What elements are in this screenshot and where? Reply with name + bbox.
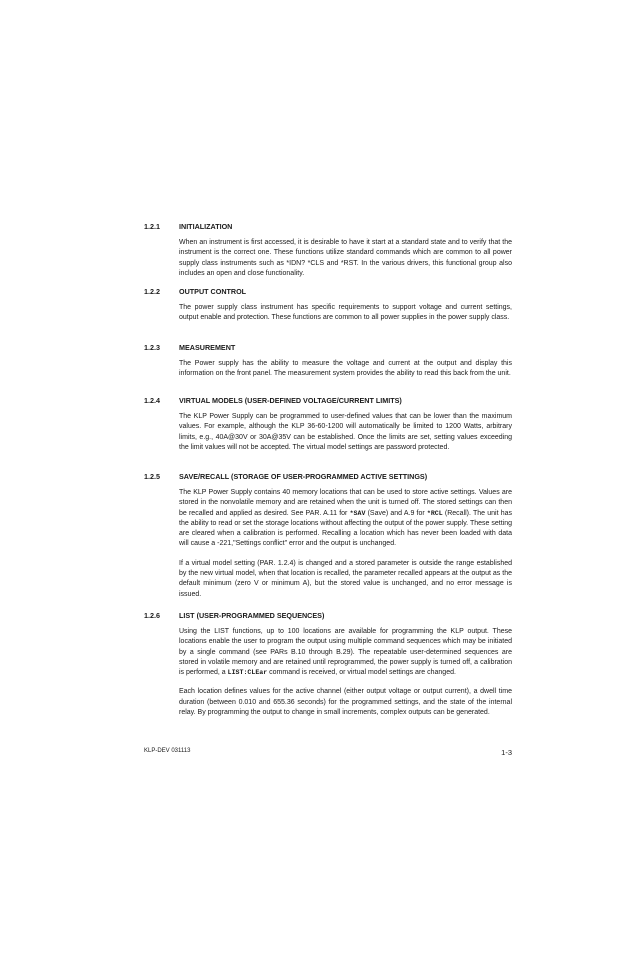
paragraph: The KLP Power Supply can be programmed to user-defined values that can be lower than the maximum values. For example, although the KLP 36-60-1200 will automatically be limited to 1200 Watts, arbitrary limits, e.g., 40A@30V or 30A@35V can be established. Once the limits are set, setting values exceeding the limit values will not be accepted. The virtual model settings are password protected. (179, 413, 512, 451)
paragraph: The Power supply has the ability to measure the voltage and current at the output and display this information on the front panel. The measurement system provides the ability to read this back from the unit. (179, 360, 512, 378)
section-number: 1.2.3 (144, 343, 160, 352)
text-run: The KLP Power Supply contains 40 memory locations that can be used to store active settings. Values are stored in the nonvolatile memory and are retained when the unit is turned off. The stored settings can then be recalled and applied as desired. See PAR. A.11 for (179, 489, 512, 517)
section-save-recall (144, 472, 512, 600)
section-heading (144, 287, 512, 297)
section-title: VIRTUAL MODELS (USER-DEFINED VOLTAGE/CURRENT LIMITS) (179, 396, 402, 405)
text-run: command is received, or virtual model settings are changed. (267, 669, 456, 677)
section-title: SAVE/RECALL (STORAGE OF USER-PROGRAMMED ACTIVE SETTINGS) (179, 472, 428, 481)
paragraph: When an instrument is first accessed, it is desirable to have it start at a standard state and to verify that the instrument is the correct one. These functions utilize standard commands which are common to all power supply class instruments such as *IDN? *CLS and *RST. In the various drivers, this functional group also includes an open and close functionality. (179, 239, 512, 277)
section-number: 1.2.5 (144, 472, 160, 481)
section-virtual-models (144, 396, 512, 453)
section-initialization (144, 222, 512, 279)
command-code: LIST:CLEar (227, 669, 268, 677)
paragraph (179, 627, 512, 678)
text-run: Using the LIST functions, up to 100 locations are available for programming the KLP output. These locations enable the user to program the output using multiple command sequences which may be initiated by a single command (see PARs B.10 through B.29). The repeatable user-determined sequences are stored in volatile memory and are retained until reprogrammed, the power supply is turned off, a calibration is performed, a (179, 628, 512, 677)
text-run: (Save) and A.9 for (365, 509, 427, 517)
section-number: 1.2.2 (144, 287, 160, 296)
section-heading (144, 472, 512, 482)
section-title: MEASUREMENT (179, 343, 236, 352)
section-number: 1.2.1 (144, 222, 160, 231)
paragraph: Each location defines values for the active channel (either output voltage or output current), a dwell time duration (between 0.010 and 655.36 seconds) for the programmed settings, and the state of the internal relay. By programming the output to change in small increments, complex outputs can be generated. (179, 688, 512, 717)
section-list (144, 611, 512, 718)
section-output-control (144, 287, 512, 324)
paragraph: The power supply class instrument has specific requirements to support voltage and current settings, output enable and protection. These functions are common to all power supplies in the power supply class. (179, 304, 512, 322)
section-title: OUTPUT CONTROL (179, 287, 247, 296)
document-id: KLP-DEV 031113 (144, 748, 191, 754)
command-code: *SAV (349, 509, 366, 517)
paragraph (179, 488, 512, 550)
section-heading (144, 396, 512, 406)
text-run: (Recall). The unit has the ability to read or set the storage locations without affecting the output of the power supply. These setting are cleared when a calibration is performed. Recalling a location which has never been loaded with data will cause a -221,"Settings conflict" error and the output is unchanged. (179, 509, 512, 548)
section-title: LIST (USER-PROGRAMMED SEQUENCES) (179, 611, 325, 620)
section-number: 1.2.4 (144, 396, 160, 405)
section-heading (144, 343, 512, 353)
section-heading (144, 222, 512, 232)
section-measurement (144, 343, 512, 380)
section-title: INITIALIZATION (179, 222, 233, 231)
section-number: 1.2.6 (144, 611, 160, 620)
paragraph: If a virtual model setting (PAR. 1.2.4) is changed and a stored parameter is outside the range established by the new virtual model, when that location is recalled, the parameter recalled appears at the output as the default minimum (zero V or minimum A), but the stored value is unchanged, and no error message is issued. (179, 559, 512, 598)
page-number: 1-3 (501, 748, 512, 757)
section-heading (144, 611, 512, 621)
page-footer (144, 748, 512, 757)
command-code: *RCL (426, 509, 443, 517)
